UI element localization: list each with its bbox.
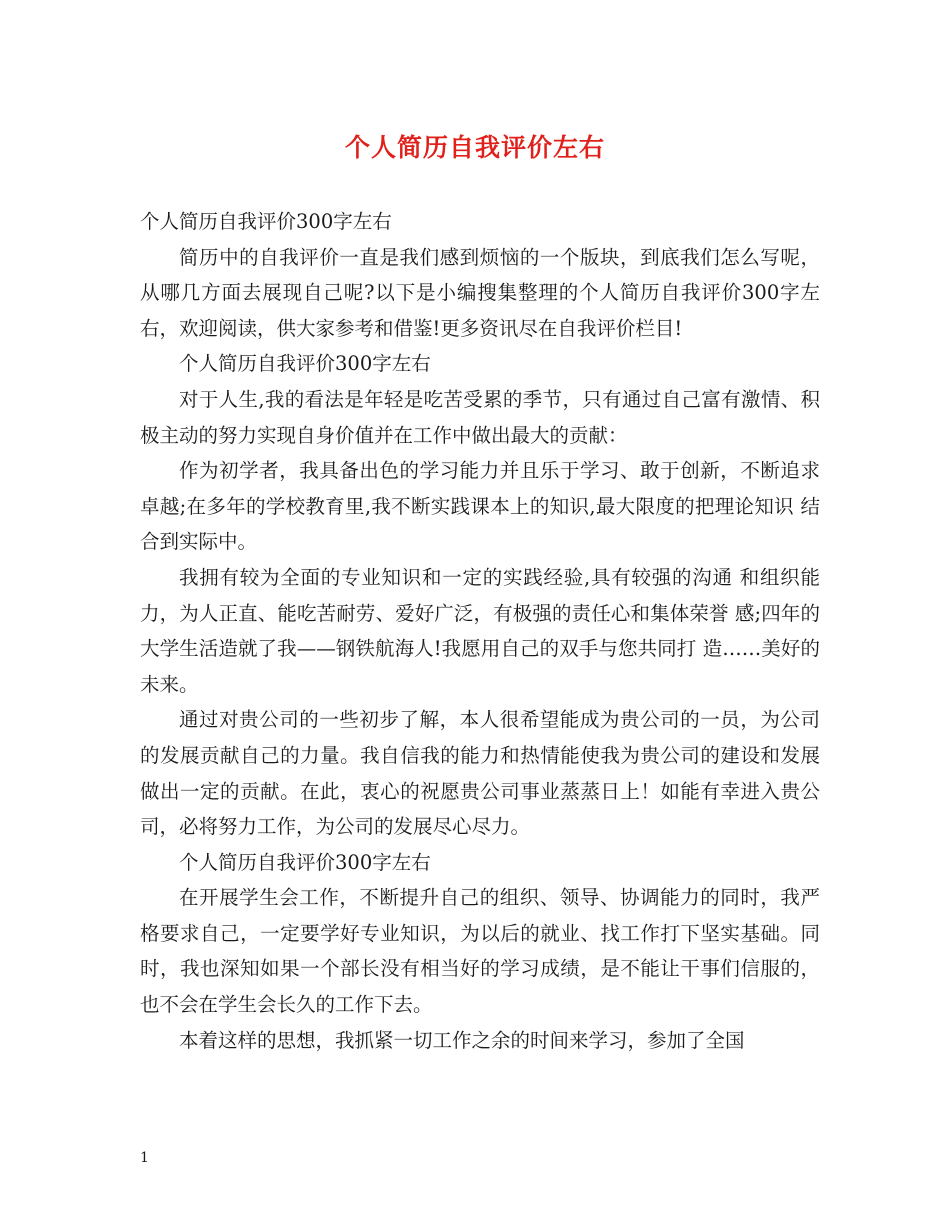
paragraph-body: 对于人生,我的看法是年轻是吃苦受累的季节，只有通过自己富有激情、积 极主动的努力实现自身价值并在工作中做出最大的贡献： (140, 387, 820, 447)
paragraph-body: 本着这样的思想，我抓紧一切工作之余的时间来学习，参加了全国 (179, 1028, 745, 1052)
paragraph-heading: 个人简历自我评价300字左右 (179, 850, 431, 874)
paragraph-body: 我拥有较为全面的专业知识和一定的实践经验,具有较强的沟通 和组织能力，为人正直、能吃苦耐劳、爱好广泛，有极强的责任心和集体荣誉 感;四年的大学生活造就了我——钢铁航海人!我愿用自己的双手与您共同打 造……美好的未来。 (140, 565, 820, 696)
document-body (140, 204, 820, 1058)
paragraph-body: 作为初学者，我具备出色的学习能力并且乐于学习、敢于创新，不断追求 卓越;在多年的学校教育里,我不断实践课本上的知识,最大限度的把理论知识 结合到实际中。 (140, 459, 820, 554)
paragraph-body: 在开展学生会工作，不断提升自己的组织、领导、协调能力的同时，我严格要求自己，一定要学好专业知识，为以后的就业、找工作打下坚实基础。同时，我也深知如果一个部长没有相当好的学习成绩，是不能让干事们信服的，也不会在学生会长久的工作下去。 (140, 886, 820, 1017)
paragraph-body: 通过对贵公司的一些初步了解，本人很希望能成为贵公司的一员，为公司 的发展贡献自己的力量。我自信我的能力和热情能使我为贵公司的建设和发展 做出一定的贡献。在此，衷心的祝愿贵公司事业蒸蒸日上！如能有幸进入贵公 司，必将努力工作，为公司的发展尽心尽力。 (140, 708, 820, 839)
paragraph-subtitle: 个人简历自我评价300字左右 (140, 210, 392, 233)
paragraph-heading: 个人简历自我评价300字左右 (179, 352, 431, 376)
paragraph-intro: 简历中的自我评价一直是我们感到烦恼的一个版块，到底我们怎么写呢，从哪几方面去展现自己呢?以下是小编搜集整理的个人简历自我评价300字左右，欢迎阅读，供大家参考和借鉴!更多资讯尽在自我评价栏目! (140, 245, 820, 340)
page-number: 1 (140, 1150, 149, 1166)
document-title: 个人简历自我评价左右 (344, 133, 605, 162)
